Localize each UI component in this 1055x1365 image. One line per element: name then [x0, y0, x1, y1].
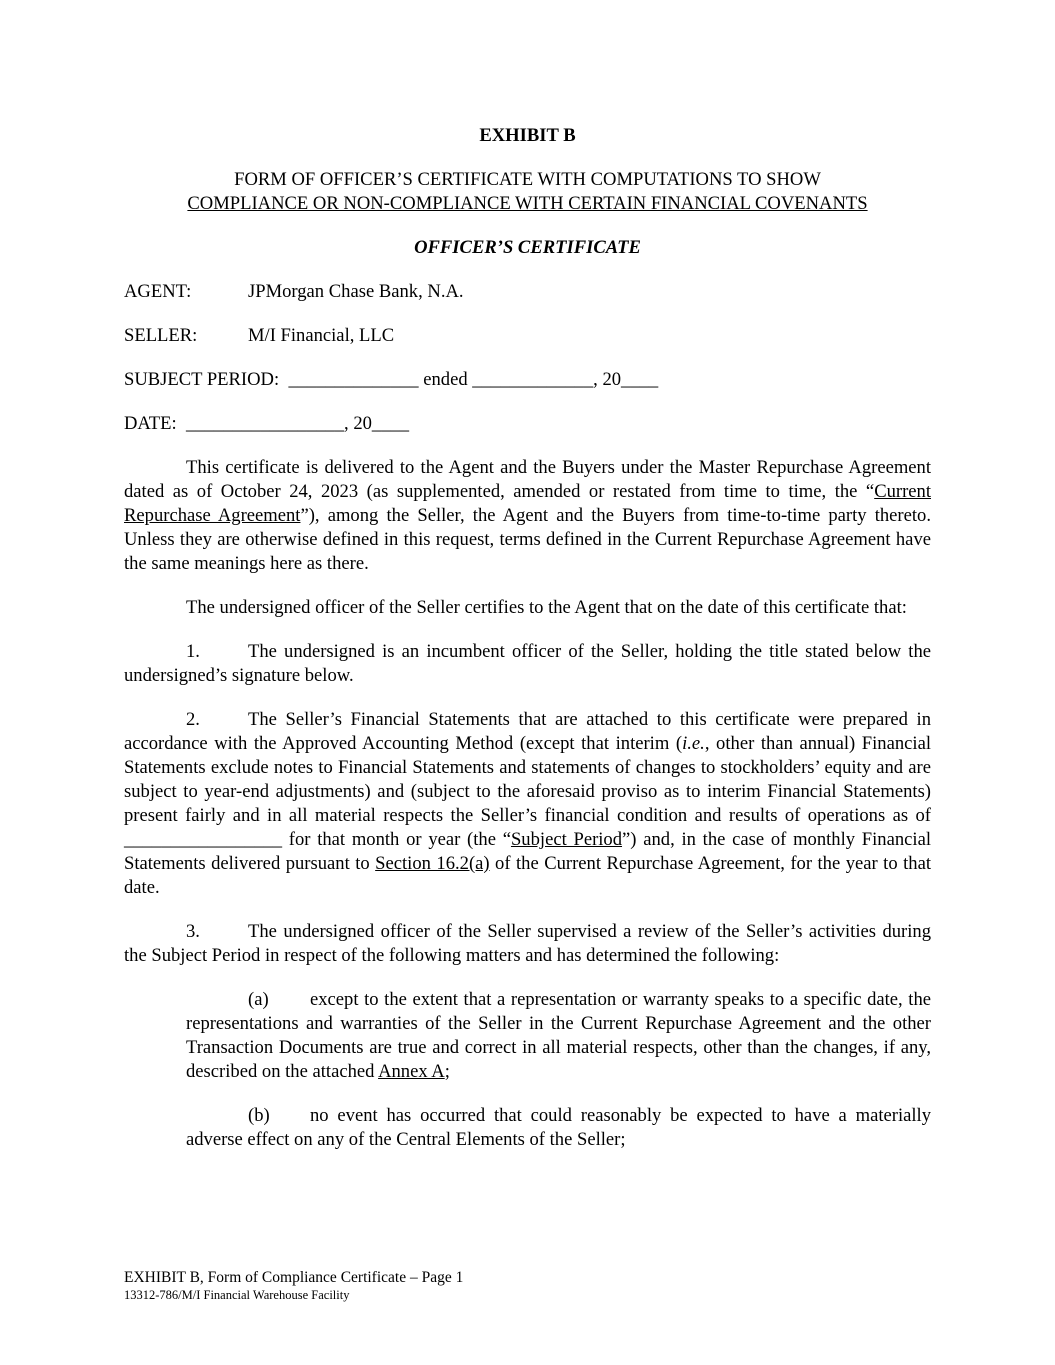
item-2-text-3: ”) and, in the case of monthly Financial Statements delivered pursuant to: [124, 829, 931, 874]
seller-label: SELLER:: [124, 325, 198, 346]
footer-page-label: EXHIBIT B, Form of Compliance Certificate – Page 1: [124, 1269, 464, 1286]
certifies-text: The undersigned officer of the Seller certifies to the Agent that on the date of this certificate that:: [186, 597, 907, 618]
item-2-text-1: The Seller’s Financial Statements that are attached to this certificate were prepared in accordance with the Approved Accounting Method (except that interim (: [124, 709, 931, 754]
agent-value: JPMorgan Chase Bank, N.A.: [248, 281, 464, 302]
subject-period-text: SUBJECT PERIOD: ______________ ended _____________, 20____: [124, 369, 659, 390]
item-2-number: 2.: [186, 709, 200, 730]
item-3b-text: no event has occurred that could reasonably be expected to have a materially adverse effect on any of the Central Elements of the Seller;: [186, 1105, 931, 1150]
item-2-text-2: , other than annual) Financial Statements exclude notes to Financial Statements and statements of changes to stockholders’ equity and are subject to year-end adjustments) and (subject to the aforesaid proviso as to interim Financial Statements) present fairly and in all material respects the Seller’s financial condition and results of operations as of _________________ for that month or year (the “: [124, 733, 931, 850]
item-1-text: The undersigned is an incumbent officer of the Seller, holding the title stated below the undersigned’s signature below.: [124, 641, 931, 686]
date-text: DATE: _________________, 20____: [124, 413, 410, 434]
date-field: [124, 412, 931, 436]
certificate-title: OFFICER’S CERTIFICATE: [414, 237, 641, 258]
seller-value: M/I Financial, LLC: [248, 325, 395, 346]
item-3-paragraph: [124, 920, 931, 968]
page-footer: [124, 1268, 931, 1303]
document-page: [124, 120, 931, 1172]
item-3-number: 3.: [186, 921, 200, 942]
item-2-paragraph: [124, 708, 931, 900]
form-title-line1: FORM OF OFFICER’S CERTIFICATE WITH COMPUTATIONS TO SHOW: [234, 169, 821, 190]
intro-text-1: This certificate is delivered to the Agent and the Buyers under the Master Repurchase Agreement dated as of October 24, 2023 (as supplemented, amended or restated from time to time, the “: [124, 457, 931, 502]
item-3a-text-1: except to the extent that a representation or warranty speaks to a specific date, the representations and warranties of the Seller in the Current Repurchase Agreement and the other Transaction Documents are true and correct in all material respects, other than the changes, if any, described on the attached: [186, 989, 931, 1082]
intro-paragraph: [124, 456, 931, 576]
item-3a-paragraph: [186, 988, 931, 1084]
item-2-ie: i.e.: [682, 733, 705, 754]
item-3b-paragraph: [186, 1104, 931, 1152]
defined-term-current-repurchase-agreement: Current Repurchase Agreement: [124, 481, 931, 526]
item-3-text: The undersigned officer of the Seller supervised a review of the Seller’s activities during the Subject Period in respect of the following matters and has determined the following:: [124, 921, 931, 966]
form-title: [124, 168, 931, 216]
item-3b-label: (b): [248, 1105, 270, 1126]
certifies-paragraph: [124, 596, 931, 620]
item-3a-label: (a): [248, 989, 269, 1010]
agent-label: AGENT:: [124, 281, 192, 302]
form-title-line2: COMPLIANCE OR NON-COMPLIANCE WITH CERTAIN FINANCIAL COVENANTS: [187, 193, 868, 214]
exhibit-title: EXHIBIT B: [479, 125, 576, 146]
item-1-number: 1.: [186, 641, 200, 662]
agent-field: [124, 280, 931, 304]
footer-doc-id: 13312-786/M/I Financial Warehouse Facility: [124, 1288, 350, 1302]
subject-period-field: [124, 368, 931, 392]
section-reference: Section 16.2(a): [375, 853, 490, 874]
item-3a-text-2: ;: [444, 1061, 450, 1082]
annex-reference: Annex A: [378, 1061, 445, 1082]
seller-field: [124, 324, 931, 348]
item-1-paragraph: [124, 640, 931, 688]
item-2-text-4: of the Current Repurchase Agreement, for the year to that date.: [124, 853, 931, 898]
intro-text-2: ”), among the Seller, the Agent and the Buyers from time-to-time party thereto. Unless they are otherwise defined in this request, terms defined in the Current Repurchase Agreement have the same meanings here as there.: [124, 505, 931, 574]
defined-term-subject-period: Subject Period: [510, 829, 623, 850]
